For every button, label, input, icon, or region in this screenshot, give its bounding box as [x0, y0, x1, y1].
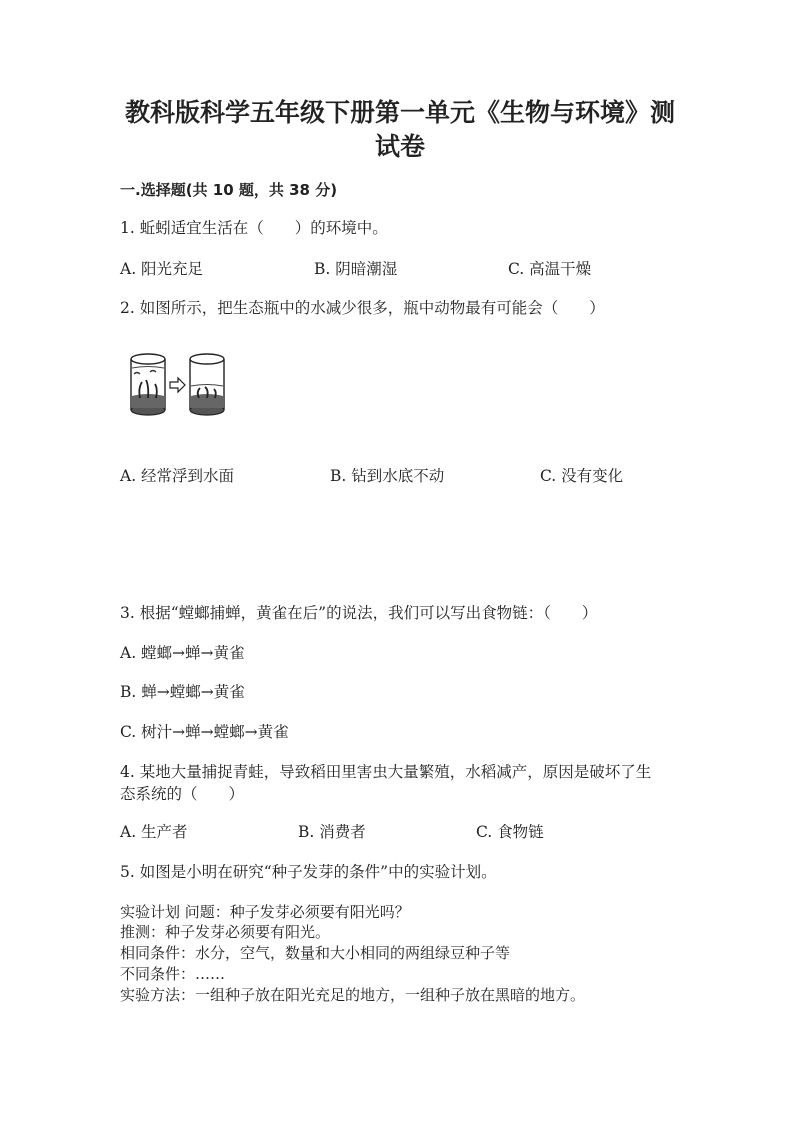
- question-3-stem: 3. 根据“螳螂捕蝉，黄雀在后”的说法，我们可以写出食物链：（ ）: [120, 604, 598, 622]
- plan-line-2: 推测：种子发芽必须要有阳光。: [120, 923, 331, 941]
- question-2-option-b[interactable]: B. 钻到水底不动: [330, 467, 445, 485]
- question-4-stem-line-2: 态系统的（ ）: [120, 785, 245, 803]
- question-1-option-c[interactable]: C. 高温干燥: [508, 260, 592, 278]
- question-5-stem: 5. 如图是小明在研究“种子发芽的条件”中的实验计划。: [120, 863, 497, 881]
- page-title-line-2: 试卷: [374, 132, 425, 161]
- question-3-option-c[interactable]: C. 树汁→蝉→螳螂→黄雀: [120, 723, 289, 741]
- section-heading: 一.选择题(共 10 题，共 38 分): [120, 181, 338, 199]
- low-water-jar: [190, 354, 224, 415]
- question-4-stem-line-1: 4. 某地大量捕捉青蛙，导致稻田里害虫大量繁殖，水稻减产，原因是破坏了生: [120, 763, 652, 781]
- question-1-option-b[interactable]: B. 阴暗潮湿: [314, 260, 398, 278]
- question-3-option-a[interactable]: A. 螳螂→蝉→黄雀: [120, 644, 245, 662]
- question-4-option-a[interactable]: A. 生产者: [120, 823, 188, 841]
- full-water-jar: [131, 354, 165, 415]
- ecosystem-bottle-figure: [128, 352, 228, 418]
- plan-line-4: 不同条件：……: [120, 965, 226, 983]
- question-3-option-b[interactable]: B. 蝉→螳螂→黄雀: [120, 683, 245, 701]
- plan-line-1: 实验计划 问题：种子发芽必须要有阳光吗？: [120, 903, 410, 921]
- question-1-stem: 1. 蚯蚓适宜生活在（ ）的环境中。: [120, 219, 388, 237]
- question-4-option-c[interactable]: C. 食物链: [476, 823, 544, 841]
- question-2-option-c[interactable]: C. 没有变化: [540, 467, 624, 485]
- question-1-option-a[interactable]: A. 阳光充足: [120, 260, 204, 278]
- question-2-option-a[interactable]: A. 经常浮到水面: [120, 467, 235, 485]
- page-title-line-1: 教科版科学五年级下册第一单元《生物与环境》测: [124, 98, 675, 127]
- question-2-stem: 2. 如图所示，把生态瓶中的水减少很多，瓶中动物最有可能会（ ）: [120, 299, 605, 317]
- plan-line-3: 相同条件：水分，空气，数量和大小相同的两组绿豆种子等: [120, 944, 511, 962]
- plan-line-5: 实验方法：一组种子放在阳光充足的地方，一组种子放在黑暗的地方。: [120, 986, 586, 1004]
- arrow-right-icon: [170, 378, 185, 392]
- question-4-option-b[interactable]: B. 消费者: [298, 823, 366, 841]
